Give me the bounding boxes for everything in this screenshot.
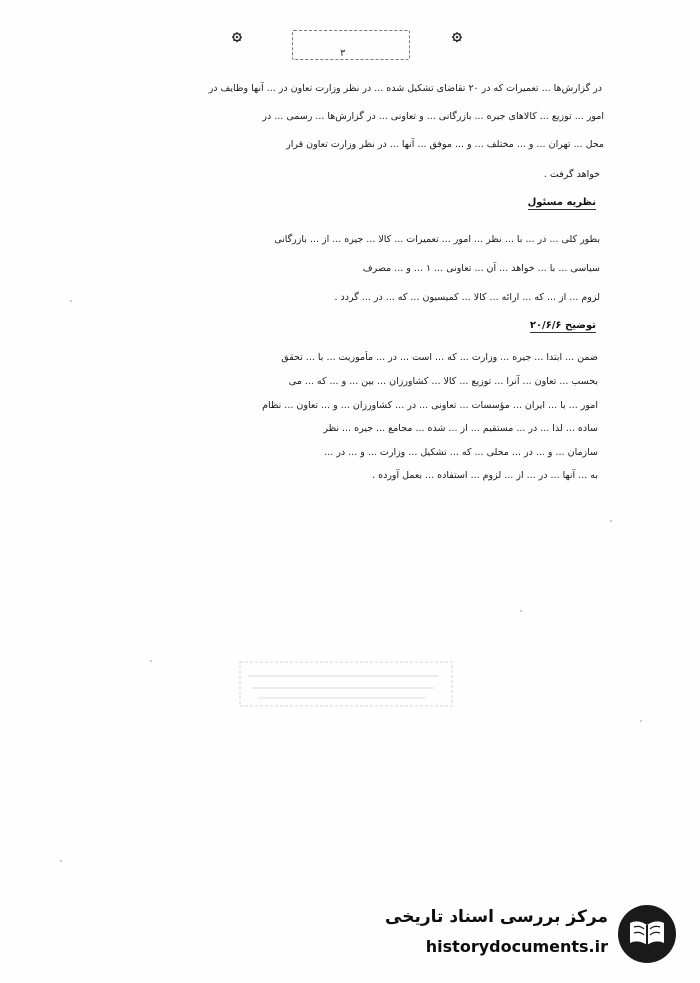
watermark-url: historydocuments.ir: [425, 937, 608, 956]
archive-watermark: [385, 899, 686, 969]
section1-line-2: امور ... توزیع ... کالاهای جیره ... بازرگانی ... و تعاونی ... در گزارش‌ها ... رسمی ... در: [262, 111, 604, 122]
document-header: [0, 22, 700, 62]
section2-line-2: سیاسی ... با ... خواهد ... آن ... تعاونی ... ۱ ... و ... مصرف: [362, 263, 600, 274]
header-mark-right: ۞: [452, 25, 462, 45]
book-logo-icon: [616, 903, 678, 965]
section2-line-1: بطور کلی ... در ... با ... نظر ... امور ... تعمیرات ... کالا ... جیره ... از ... بازرگانی: [274, 234, 600, 245]
section1-line-1: در گزارش‌ها ... تعمیرات که در ۲۰ تقاضای تشکیل شده ... در نظر وزارت تعاون در ... آنها وظایف در: [208, 83, 602, 94]
section3-line-3: امور ... با ... ایران ... مؤسسات ... تعاونی ... در ... کشاورزان ... و ... تعاون ... نظام: [262, 400, 598, 411]
header-stamp-box: [292, 30, 410, 60]
scan-speck: [70, 300, 72, 302]
section3-line-4: ساده ... لذا ... در ... مستقیم ... از ... شده ... مجامع ... جیره ... نظر: [323, 423, 598, 434]
header-mark-left: ۞: [232, 25, 242, 45]
section1-line-3: محل ... تهران ... و ... مختلف ... و ... موفق ... آنها ... در نظر وزارت تعاون قرار: [286, 139, 604, 150]
scan-speck: [640, 720, 642, 722]
section3-heading: توضیح ۲۰/۶/۶: [529, 320, 596, 331]
scan-speck: [520, 610, 522, 612]
section3-line-2: بحسب ... تعاون ... آنرا ... توزیع ... کالا ... کشاورزان ... بین ... و ... که ... می: [288, 376, 598, 387]
watermark-title: مرکز بررسی اسناد تاریخی: [385, 907, 608, 927]
section2-heading: نظریه مسئول: [527, 197, 596, 208]
scan-speck: [60, 860, 62, 862]
section3-line-5: سازمان ... و ... در ... محلی ... که ... تشکیل ... وزارت ... و ... در ...: [324, 447, 598, 458]
section3-line-1: ضمن ... ابتدا ... جیره ... وزارت ... که ... است ... در ... مأموریت ... با ... تحقق: [281, 352, 598, 363]
page-number: ۳: [340, 48, 346, 59]
scan-speck: [150, 660, 152, 662]
scan-speck: [610, 520, 612, 522]
section3-line-6: به ... آنها ... در ... از ... لزوم ... استفاده ... بعمل آورده .: [372, 470, 598, 481]
section1-line-4: خواهد گرفت .: [543, 169, 600, 180]
faint-stamp-icon: [238, 660, 454, 708]
section2-line-3: لزوم ... از ... که ... ارائه ... کالا ... کمیسیون ... که ... در ... گردد .: [334, 292, 600, 303]
